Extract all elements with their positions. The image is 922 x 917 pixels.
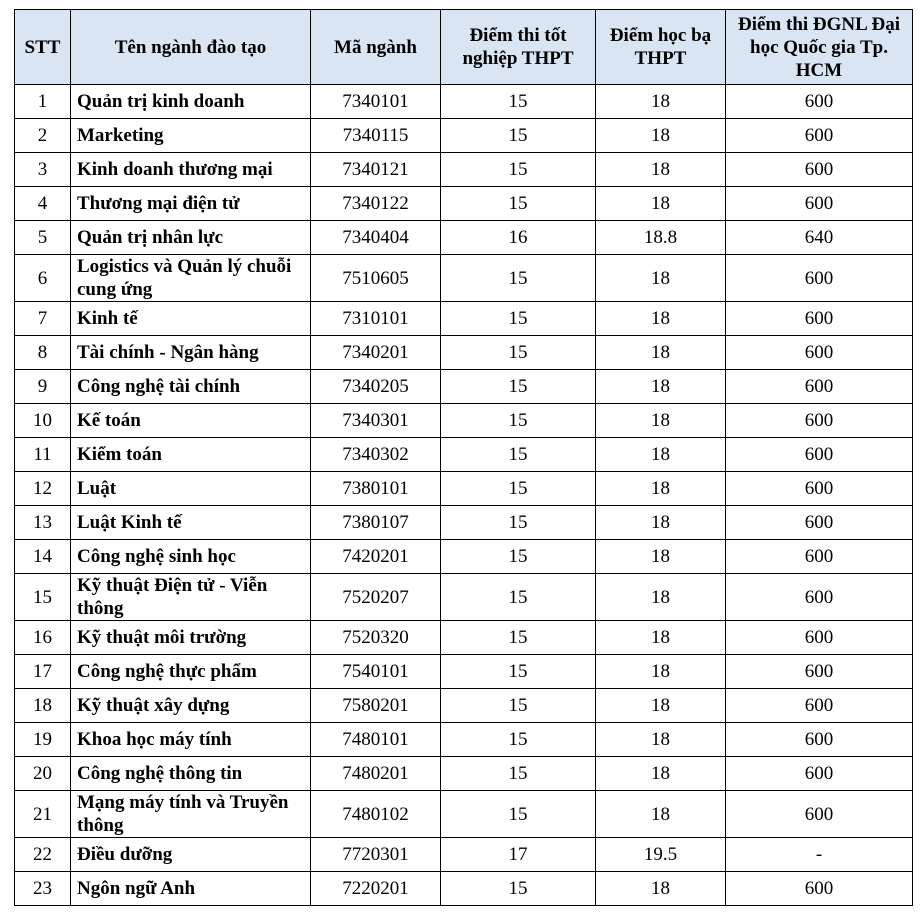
- cell-transcript-score: 18: [596, 540, 726, 574]
- cell-transcript-score: 18: [596, 302, 726, 336]
- cell-program-name: Kỹ thuật xây dựng: [71, 689, 311, 723]
- cell-stt: 8: [15, 336, 71, 370]
- cell-thpt-exam-score: 15: [441, 540, 596, 574]
- table-row: [15, 404, 913, 438]
- cell-program-name: Ngôn ngữ Anh: [71, 872, 311, 906]
- table-row: [15, 574, 913, 621]
- cell-program-code: 7520207: [311, 574, 441, 621]
- cell-thpt-exam-score: 15: [441, 472, 596, 506]
- cell-stt: 10: [15, 404, 71, 438]
- cell-stt: 20: [15, 757, 71, 791]
- cell-program-code: 7340301: [311, 404, 441, 438]
- cell-program-code: 7480102: [311, 791, 441, 838]
- cell-stt: 21: [15, 791, 71, 838]
- cell-thpt-exam-score: 15: [441, 574, 596, 621]
- cell-thpt-exam-score: 15: [441, 153, 596, 187]
- cell-transcript-score: 18.8: [596, 221, 726, 255]
- cell-program-code: 7720301: [311, 838, 441, 872]
- table-row: [15, 302, 913, 336]
- cell-thpt-exam-score: 15: [441, 506, 596, 540]
- cell-dgnl-score: 600: [726, 153, 913, 187]
- table-row: [15, 506, 913, 540]
- cell-program-name: Quản trị kinh doanh: [71, 85, 311, 119]
- cell-program-code: 7480101: [311, 723, 441, 757]
- cell-stt: 14: [15, 540, 71, 574]
- header-program-code: Mã ngành: [311, 10, 441, 85]
- cell-dgnl-score: 600: [726, 757, 913, 791]
- cell-transcript-score: 18: [596, 85, 726, 119]
- cell-program-code: 7310101: [311, 302, 441, 336]
- cell-dgnl-score: 600: [726, 472, 913, 506]
- cell-dgnl-score: 600: [726, 438, 913, 472]
- cell-thpt-exam-score: 17: [441, 838, 596, 872]
- cell-dgnl-score: 600: [726, 506, 913, 540]
- cell-thpt-exam-score: 15: [441, 872, 596, 906]
- cell-dgnl-score: 600: [726, 621, 913, 655]
- cell-transcript-score: 18: [596, 506, 726, 540]
- cell-program-name: Luật: [71, 472, 311, 506]
- cell-thpt-exam-score: 15: [441, 370, 596, 404]
- cell-thpt-exam-score: 15: [441, 438, 596, 472]
- table-row: [15, 472, 913, 506]
- cell-thpt-exam-score: 15: [441, 723, 596, 757]
- header-thpt-exam-score: Điểm thi tốt nghiệp THPT: [441, 10, 596, 85]
- header-dgnl-score: Điểm thi ĐGNL Đại học Quốc gia Tp. HCM: [726, 10, 913, 85]
- cell-thpt-exam-score: 15: [441, 336, 596, 370]
- table-row: [15, 872, 913, 906]
- cell-dgnl-score: 600: [726, 187, 913, 221]
- table-row: [15, 85, 913, 119]
- cell-transcript-score: 18: [596, 872, 726, 906]
- header-program-name: Tên ngành đào tạo: [71, 10, 311, 85]
- cell-dgnl-score: 640: [726, 221, 913, 255]
- cell-dgnl-score: 600: [726, 370, 913, 404]
- cell-transcript-score: 18: [596, 370, 726, 404]
- cell-program-name: Quản trị nhân lực: [71, 221, 311, 255]
- cell-program-code: 7340122: [311, 187, 441, 221]
- cell-program-name: Kỹ thuật môi trường: [71, 621, 311, 655]
- cell-dgnl-score: 600: [726, 119, 913, 153]
- cell-program-code: 7340201: [311, 336, 441, 370]
- cell-thpt-exam-score: 15: [441, 791, 596, 838]
- cell-transcript-score: 18: [596, 255, 726, 302]
- cell-transcript-score: 18: [596, 119, 726, 153]
- cell-program-name: Luật Kinh tế: [71, 506, 311, 540]
- cell-dgnl-score: 600: [726, 540, 913, 574]
- cell-program-name: Kỹ thuật Điện tử - Viễn thông: [71, 574, 311, 621]
- table-row: [15, 757, 913, 791]
- cell-transcript-score: 18: [596, 689, 726, 723]
- cell-program-code: 7340115: [311, 119, 441, 153]
- cell-stt: 13: [15, 506, 71, 540]
- cell-stt: 9: [15, 370, 71, 404]
- table-row: [15, 153, 913, 187]
- cell-dgnl-score: 600: [726, 302, 913, 336]
- cell-thpt-exam-score: 15: [441, 187, 596, 221]
- cell-program-code: 7340302: [311, 438, 441, 472]
- cell-program-code: 7420201: [311, 540, 441, 574]
- cell-dgnl-score: -: [726, 838, 913, 872]
- cell-dgnl-score: 600: [726, 655, 913, 689]
- cell-program-code: 7580201: [311, 689, 441, 723]
- cell-program-name: Logistics và Quản lý chuỗi cung ứng: [71, 255, 311, 302]
- cell-program-code: 7540101: [311, 655, 441, 689]
- cell-thpt-exam-score: 15: [441, 655, 596, 689]
- cell-stt: 5: [15, 221, 71, 255]
- cell-stt: 4: [15, 187, 71, 221]
- cell-program-name: Kinh tế: [71, 302, 311, 336]
- cell-thpt-exam-score: 15: [441, 119, 596, 153]
- cell-program-code: 7380101: [311, 472, 441, 506]
- cell-program-name: Công nghệ tài chính: [71, 370, 311, 404]
- table-row: [15, 655, 913, 689]
- cell-transcript-score: 18: [596, 791, 726, 838]
- cell-thpt-exam-score: 15: [441, 689, 596, 723]
- cell-transcript-score: 18: [596, 757, 726, 791]
- cell-dgnl-score: 600: [726, 85, 913, 119]
- cell-program-name: Kinh doanh thương mại: [71, 153, 311, 187]
- table-header-row: [15, 10, 913, 85]
- cell-dgnl-score: 600: [726, 791, 913, 838]
- cell-thpt-exam-score: 16: [441, 221, 596, 255]
- admission-scores-table: [14, 9, 913, 906]
- table-row: [15, 838, 913, 872]
- header-transcript-score: Điểm học bạ THPT: [596, 10, 726, 85]
- cell-program-code: 7340121: [311, 153, 441, 187]
- cell-transcript-score: 18: [596, 655, 726, 689]
- cell-transcript-score: 19.5: [596, 838, 726, 872]
- cell-dgnl-score: 600: [726, 872, 913, 906]
- cell-stt: 15: [15, 574, 71, 621]
- cell-program-code: 7520320: [311, 621, 441, 655]
- cell-stt: 19: [15, 723, 71, 757]
- cell-stt: 23: [15, 872, 71, 906]
- cell-transcript-score: 18: [596, 621, 726, 655]
- table-row: [15, 791, 913, 838]
- header-stt: STT: [15, 10, 71, 85]
- table-row: [15, 540, 913, 574]
- cell-stt: 16: [15, 621, 71, 655]
- cell-program-name: Mạng máy tính và Truyền thông: [71, 791, 311, 838]
- cell-thpt-exam-score: 15: [441, 404, 596, 438]
- cell-program-name: Công nghệ sinh học: [71, 540, 311, 574]
- table-row: [15, 723, 913, 757]
- cell-program-code: 7220201: [311, 872, 441, 906]
- cell-program-code: 7340404: [311, 221, 441, 255]
- cell-stt: 11: [15, 438, 71, 472]
- cell-dgnl-score: 600: [726, 689, 913, 723]
- cell-thpt-exam-score: 15: [441, 302, 596, 336]
- cell-program-code: 7340205: [311, 370, 441, 404]
- cell-program-code: 7480201: [311, 757, 441, 791]
- cell-program-name: Kế toán: [71, 404, 311, 438]
- cell-dgnl-score: 600: [726, 336, 913, 370]
- cell-transcript-score: 18: [596, 472, 726, 506]
- cell-thpt-exam-score: 15: [441, 757, 596, 791]
- table-row: [15, 689, 913, 723]
- cell-program-name: Khoa học máy tính: [71, 723, 311, 757]
- table-row: [15, 187, 913, 221]
- cell-dgnl-score: 600: [726, 255, 913, 302]
- cell-transcript-score: 18: [596, 574, 726, 621]
- cell-thpt-exam-score: 15: [441, 85, 596, 119]
- cell-transcript-score: 18: [596, 404, 726, 438]
- cell-program-code: 7510605: [311, 255, 441, 302]
- cell-stt: 12: [15, 472, 71, 506]
- cell-transcript-score: 18: [596, 336, 726, 370]
- cell-stt: 6: [15, 255, 71, 302]
- table-row: [15, 438, 913, 472]
- cell-stt: 18: [15, 689, 71, 723]
- cell-program-name: Công nghệ thực phẩm: [71, 655, 311, 689]
- table-row: [15, 370, 913, 404]
- cell-program-name: Thương mại điện tử: [71, 187, 311, 221]
- cell-dgnl-score: 600: [726, 404, 913, 438]
- cell-transcript-score: 18: [596, 723, 726, 757]
- cell-stt: 22: [15, 838, 71, 872]
- table-row: [15, 119, 913, 153]
- admission-table-container: [14, 9, 913, 906]
- cell-transcript-score: 18: [596, 153, 726, 187]
- cell-program-name: Marketing: [71, 119, 311, 153]
- cell-stt: 7: [15, 302, 71, 336]
- cell-dgnl-score: 600: [726, 723, 913, 757]
- cell-stt: 1: [15, 85, 71, 119]
- table-row: [15, 221, 913, 255]
- table-row: [15, 621, 913, 655]
- cell-dgnl-score: 600: [726, 574, 913, 621]
- table-row: [15, 255, 913, 302]
- cell-program-name: Công nghệ thông tin: [71, 757, 311, 791]
- cell-transcript-score: 18: [596, 438, 726, 472]
- cell-thpt-exam-score: 15: [441, 621, 596, 655]
- cell-program-code: 7340101: [311, 85, 441, 119]
- cell-thpt-exam-score: 15: [441, 255, 596, 302]
- cell-program-code: 7380107: [311, 506, 441, 540]
- cell-program-name: Tài chính - Ngân hàng: [71, 336, 311, 370]
- cell-program-name: Kiểm toán: [71, 438, 311, 472]
- cell-transcript-score: 18: [596, 187, 726, 221]
- cell-stt: 2: [15, 119, 71, 153]
- cell-stt: 17: [15, 655, 71, 689]
- cell-stt: 3: [15, 153, 71, 187]
- cell-program-name: Điều dưỡng: [71, 838, 311, 872]
- table-row: [15, 336, 913, 370]
